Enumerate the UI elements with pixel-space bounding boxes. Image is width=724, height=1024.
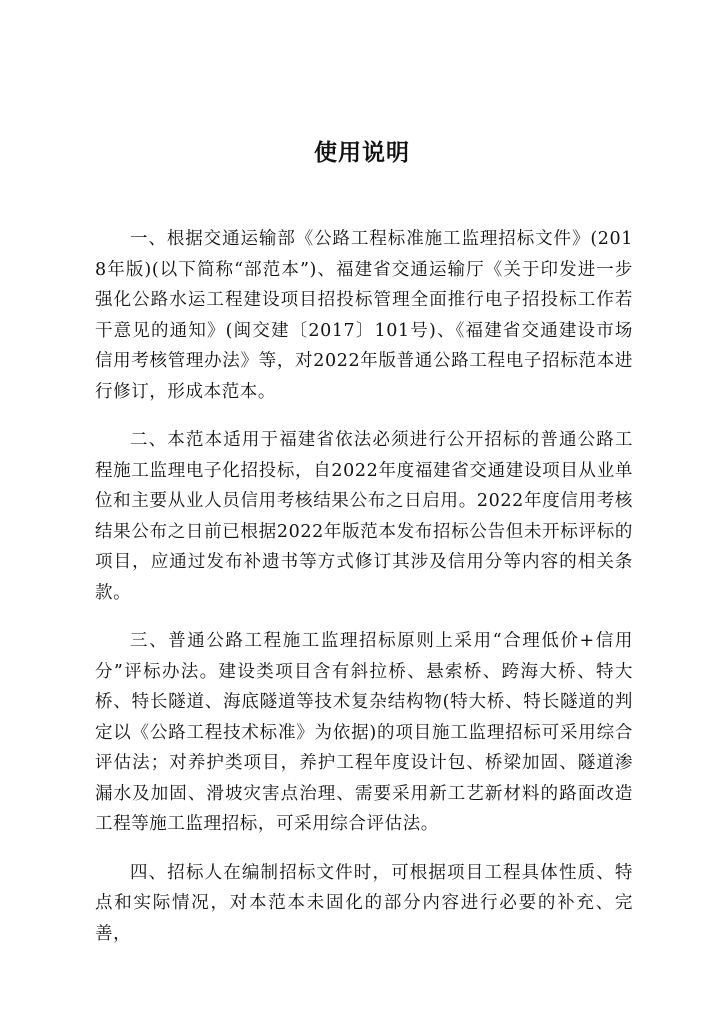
paragraph-1: 一、根据交通运输部《公路工程标准施工监理招标文件》(2018年版)(以下简称“部范本”)、福建省交通运输厅《关于印发进一步强化公路水运工程建设项目招投标管理全面推行电子招投标工作若干意见的通知》(闽交建〔2017〕101号)、《福建省交通建设市场信用考核管理办法》等，对2022年版普通公路工程电子招标范本进行修订，形成本范本。 bbox=[95, 229, 633, 402]
paragraph-3: 三、普通公路工程施工监理招标原则上采用“合理低价+信用分”评标办法。建设类项目含有斜拉桥、悬索桥、跨海大桥、特大桥、特长隧道、海底隧道等技术复杂结构物(特大桥、特长隧道的判定以《公路工程技术标准》为依据)的项目施工监理招标可采用综合评估法；对养护类项目，养护工程年度设计包、桥梁加固、隧道渗漏水及加固、滑坡灾害点治理、需要采用新工艺新材料的路面改造工程等施工监理招标，可采用综合评估法。 bbox=[95, 631, 633, 834]
paragraph-2: 二、本范本适用于福建省依法必须进行公开招标的普通公路工程施工监理电子化招投标，自2022年度福建省交通建设项目从业单位和主要从业人员信用考核结果公布之日启用。2022年度信用考核结果公布之日前已根据2022年版范本发布招标公告但未开标评标的项目，应通过发布补遗书等方式修订其涉及信用分等内容的相关条款。 bbox=[95, 430, 633, 603]
page-title: 使用说明 bbox=[314, 140, 410, 166]
document-body bbox=[95, 224, 633, 967]
paragraph-4: 四、招标人在编制招标文件时，可根据项目工程具体性质、特点和实际情况，对本范本未固化的部分内容进行必要的补充、完善， bbox=[95, 862, 633, 944]
